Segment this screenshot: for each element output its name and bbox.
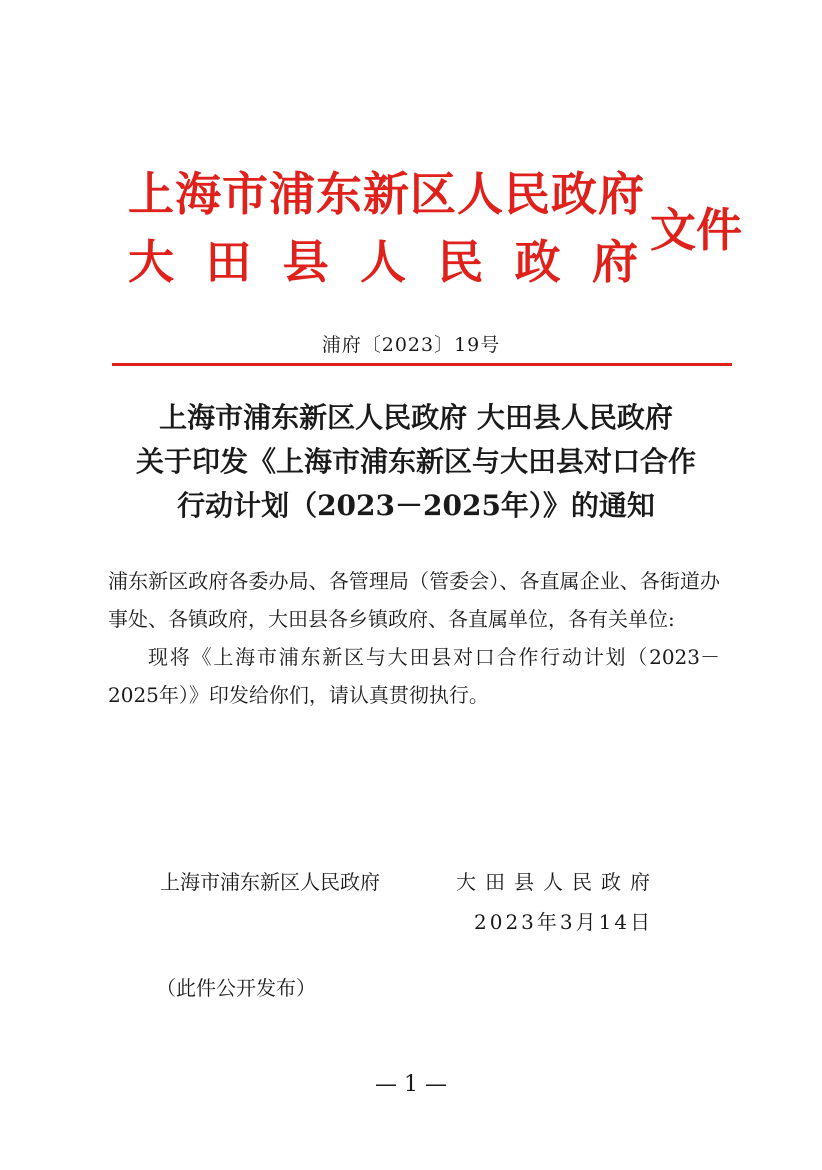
header-org-datian-char: 政 <box>514 235 561 289</box>
document-header <box>128 158 748 288</box>
recipients: 浦东新区政府各委办局、各管理局（管委会）、各直属企业、各街道办事处、各镇政府，大田县各乡镇政府、各直属单位，各有关单位: <box>108 569 720 631</box>
title-line: 上海市浦东新区人民政府 大田县人民政府 <box>159 401 673 434</box>
header-org-datian-char: 田 <box>205 235 252 289</box>
publish-note: （此件公开发布） <box>156 976 316 1000</box>
header-org-datian-char: 县 <box>282 235 329 289</box>
header-org-datian-char: 大 <box>128 235 174 289</box>
header-org-datian-char: 人 <box>359 235 406 289</box>
header-org-datian <box>128 226 638 292</box>
header-document-suffix: 文件 <box>650 203 742 257</box>
title-line: 关于印发《上海市浦东新区与大田县对口合作 <box>135 445 696 478</box>
document-number: 浦府〔2023〕19号 <box>321 334 501 356</box>
title-line: 行动计划（2023－2025年）》的通知 <box>177 489 655 522</box>
signature-datian: 大田县人民政府 <box>456 870 659 894</box>
document-title <box>90 396 742 528</box>
header-org-datian-char: 民 <box>437 235 484 289</box>
header-org-datian-char: 府 <box>591 235 638 289</box>
signature-pudong: 上海市浦东新区人民政府 <box>160 870 380 894</box>
document-body <box>108 562 720 714</box>
body-paragraph: 现将《上海市浦东新区与大田县对口合作行动计划（2023－2025年）》印发给你们，请认真贯彻执行。 <box>108 645 720 707</box>
issue-date: 2023年3月14日 <box>474 910 654 934</box>
red-divider-line <box>112 363 732 366</box>
page-number: — 1 — <box>375 1072 447 1097</box>
header-org-pudong: 上海市浦东新区人民政府 <box>128 167 645 221</box>
